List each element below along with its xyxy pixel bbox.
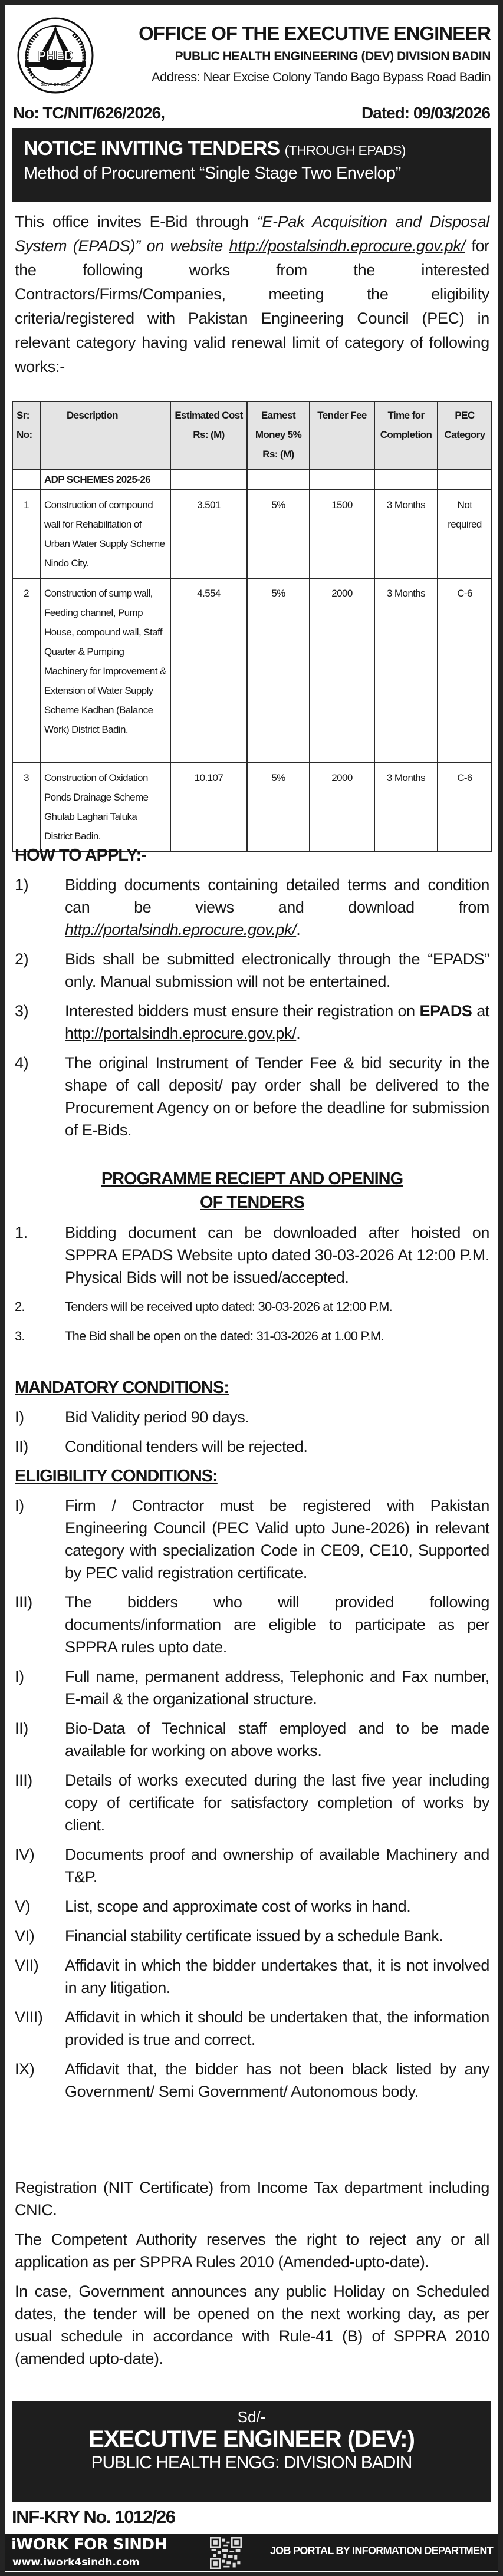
reference-number: No: TC/NIT/626/2026, [13, 104, 165, 122]
cell-time: 3 Months [374, 763, 438, 851]
list-item [15, 1296, 489, 1318]
eligibility-section [15, 1465, 489, 2103]
list-item [15, 874, 489, 941]
portal-link[interactable]: http://portalsindh.eprocure.gov.pk/ [65, 921, 297, 938]
list-item [15, 1954, 489, 1999]
item-text: Affidavit in which it should be undertaken that, the information provided is true and correct. [65, 2008, 489, 2048]
notice-date: Dated: 09/03/2026 [361, 104, 490, 122]
col-time: Time for Completion [374, 401, 438, 469]
item-number: 4) [15, 1054, 29, 1072]
job-portal-caption: JOB PORTAL BY INFORMATION DEPARTMENT [269, 2545, 493, 2557]
cell-cost: 4.554 [170, 578, 247, 763]
intro-epads-text: “E-Pak Acquisition and Disposal System (EPADS)” on website [15, 213, 489, 255]
inf-number: INF-KRY No. 1012/26 [12, 2506, 175, 2527]
table-row [12, 490, 492, 578]
item-text-mid: at [472, 1002, 489, 1020]
list-item [15, 2058, 489, 2103]
programme-heading [15, 1167, 489, 1214]
iworkforsindh-logo: iWORK FOR SINDH [11, 2536, 167, 2554]
table-header-row [12, 401, 492, 469]
phed-logo-icon [17, 17, 94, 94]
cell-time: 3 Months [374, 490, 438, 578]
item-number: 3. [15, 1329, 25, 1343]
cell-description: Construction of Oxidation Ponds Drainage Scheme Ghulab Laghari Taluka District Badin. [40, 763, 170, 851]
notice-title [24, 137, 481, 160]
item-text [65, 874, 489, 941]
logo-text: PHED [37, 48, 74, 63]
col-tender-fee: Tender Fee [310, 401, 374, 469]
item-text: Full name, permanent address, Telephonic and Fax number, E-mail & the organizational structure. [65, 1668, 489, 1708]
item-text: Bids shall be submitted electronically through the “EPADS” only. Manual submission will not be entertained. [65, 950, 489, 990]
item-number: 1) [15, 876, 29, 894]
office-title: OFFICE OF THE EXECUTIVE ENGINEER [139, 22, 491, 44]
mandatory-section [15, 1376, 489, 1458]
list-item [15, 1769, 489, 1836]
list-item [15, 1000, 489, 1045]
item-number: I) [15, 1408, 24, 1426]
how-to-apply-heading: HOW TO APPLY:- [15, 846, 146, 865]
signature-sd: Sd/- [237, 2408, 266, 2426]
cell-cost: 3.501 [170, 490, 247, 578]
item-text-end: . [296, 921, 301, 938]
list-item [15, 1925, 489, 1947]
note-text: In case, Government announces any public Holiday on Scheduled dates, the tender will be opened on the next working day, as per usual schedule in accordance with Rule-41 (B) of SPPRA 2010 (amended upto-date). [15, 2282, 489, 2367]
signature-block [12, 2401, 491, 2502]
item-text: List, scope and approximate cost of works in hand. [65, 1898, 411, 1915]
qr-code-icon [210, 2537, 242, 2569]
item-number: I) [15, 1497, 24, 1514]
note-text: The Competent Authority reserves the right to reject any or all application as per SPPRA Rules 2010 (Amended-upto-date). [15, 2231, 489, 2271]
cell-description: Construction of sump wall, Feeding channel, Pump House, compound wall, Staff Quarter & Pumping Machinery for Improvement & Extension of Water Supply Scheme Kadhan (Balance Work) District Badin. [40, 578, 170, 763]
notice-title-suffix: (THROUGH EPADS) [284, 143, 406, 158]
logo-caption: GOVT OF SIND [40, 83, 71, 87]
item-number: I) [15, 1668, 24, 1685]
cell-pec: C-6 [438, 578, 492, 763]
works-table [12, 401, 492, 852]
item-text-part: Bidding documents containing detailed terms and condition can be views and download from [65, 876, 489, 916]
col-estimated-cost: Estimated Cost Rs: (M) [170, 401, 247, 469]
note [15, 2228, 489, 2273]
intro-text: This office invites E-Bid through [15, 213, 257, 230]
cell-fee: 2000 [310, 578, 374, 763]
cell-sr: 2 [12, 578, 40, 763]
item-text-end: . [296, 1025, 301, 1042]
signatory-designation: EXECUTIVE ENGINEER (DEV:) [88, 2426, 415, 2452]
item-text: The original Instrument of Tender Fee & bid security in the shape of call deposit/ pay order shall be delivered to the Procurement Agency on or before the deadline for submission of E-Bids. [65, 1054, 489, 1139]
item-number: 3) [15, 1002, 29, 1020]
list-item [15, 1221, 489, 1289]
list-item [15, 1591, 489, 1658]
item-number: IV) [15, 1846, 35, 1863]
item-number: III) [15, 1771, 32, 1789]
note [15, 2176, 489, 2221]
notice-title-text: NOTICE INVITING TENDERS [24, 137, 280, 160]
list-item [15, 2006, 489, 2051]
list-item [15, 1435, 489, 1458]
programme-heading-line1: PROGRAMME RECIEPT AND OPENING [101, 1170, 403, 1188]
cell-pec: Not required [438, 490, 492, 578]
cell-sr: 3 [12, 763, 40, 851]
table-row [12, 578, 492, 763]
cell-earnest: 5% [247, 490, 310, 578]
cell-time: 3 Months [374, 578, 438, 763]
cell-earnest: 5% [247, 578, 310, 763]
office-address: Address: Near Excise Colony Tando Bago Bypass Road Badin [151, 70, 491, 84]
col-earnest-money: Earnest Money 5% Rs: (M) [247, 401, 310, 469]
eligibility-heading: ELIGIBILITY CONDITIONS: [15, 1467, 218, 1485]
list-item [15, 1895, 489, 1918]
item-text: Bid Validity period 90 days. [65, 1408, 249, 1426]
table-row [12, 763, 492, 851]
programme-section [15, 1167, 489, 1348]
item-text: The bidders who will provided following documents/information are eligible to participate as per SPPRA rules upto date. [65, 1593, 489, 1656]
item-text: Firm / Contractor must be registered with Pakistan Engineering Council (PEC Valid upto June-2026) in relevant category with specialization Code in CE09, CE10, Supported by PEC valid registration certificate. [65, 1497, 489, 1582]
how-to-apply-section [15, 844, 489, 1141]
item-number: 1. [15, 1224, 28, 1241]
item-text: Bidding document can be downloaded after hoisted on SPPRA EPADS Website upto dated 30-03-2026 At 12:00 P.M. Physical Bids will not be issued/accepted. [65, 1224, 489, 1286]
group-label: ADP SCHEMES 2025-26 [40, 469, 170, 490]
item-text: Documents proof and ownership of available Machinery and T&P. [65, 1846, 489, 1886]
division-name: PUBLIC HEALTH ENGINEERING (DEV) DIVISION BADIN [175, 50, 491, 63]
notes-section [15, 2169, 489, 2370]
programme-heading-line2: OF TENDERS [200, 1193, 304, 1212]
item-number: VI) [15, 1927, 35, 1945]
item-text: Financial stability certificate issued by a schedule Bank. [65, 1927, 443, 1945]
item-text: Affidavit that, the bidder has not been black listed by any Government/ Semi Government/ Autonomous body. [65, 2060, 489, 2100]
cell-fee: 2000 [310, 763, 374, 851]
list-item [15, 948, 489, 993]
item-number: II) [15, 1438, 28, 1455]
notice-banner [12, 128, 491, 202]
epads-website-link[interactable]: http://postalsindh.eprocure.gov.pk/ [229, 237, 465, 255]
col-description: Description [40, 401, 170, 469]
cell-cost: 10.107 [170, 763, 247, 851]
item-text [65, 1000, 489, 1045]
item-text: The Bid shall be open on the dated: 31-03-2026 at 1.00 P.M. [65, 1329, 384, 1343]
col-pec-category: PEC Category [438, 401, 492, 469]
table-group-row [12, 469, 492, 490]
list-item [15, 1406, 489, 1428]
signatory-office: PUBLIC HEALTH ENGG: DIVISION BADIN [91, 2453, 412, 2472]
list-item [15, 1052, 489, 1141]
list-item [15, 1325, 489, 1348]
list-item [15, 1494, 489, 1584]
cell-pec: C-6 [438, 763, 492, 851]
item-text-part: Interested bidders must ensure their registration on [65, 1002, 420, 1020]
cell-earnest: 5% [247, 763, 310, 851]
cell-fee: 1500 [310, 490, 374, 578]
item-number: II) [15, 1719, 28, 1737]
intro-text-2: for the following works from the interested Contractors/Firms/Companies, meeting the eligibility criteria/registered with Pakistan Engineering Council (PEC) in relevant category having valid renewal limit of category of following works:- [15, 237, 489, 375]
intro-paragraph [15, 210, 489, 379]
item-number: V) [15, 1898, 31, 1915]
note [15, 2280, 489, 2370]
item-number: III) [15, 1593, 32, 1611]
item-number: VIII) [15, 2008, 43, 2026]
epads-bold: EPADS [419, 1002, 472, 1020]
procurement-method: Method of Procurement “Single Stage Two Envelop” [24, 164, 401, 183]
item-text: Bio-Data of Technical staff employed and to be made available for working on above works. [65, 1719, 489, 1760]
item-text: Details of works executed during the last five year including copy of certificate for satisfactory completion of works by client. [65, 1771, 489, 1834]
item-number: IX) [15, 2060, 35, 2078]
list-item [15, 1717, 489, 1762]
note-text: Registration (NIT Certificate) from Income Tax department including CNIC. [15, 2179, 489, 2219]
mandatory-heading: MANDATORY CONDITIONS: [15, 1378, 229, 1397]
item-number: 2) [15, 950, 29, 968]
list-item [15, 1665, 489, 1710]
iwork4sindh-link[interactable]: www.iwork4sindh.com [12, 2557, 140, 2568]
list-item [15, 1843, 489, 1888]
cell-sr: 1 [12, 490, 40, 578]
portal-link[interactable]: http://portalsindh.eprocure.gov.pk/ [65, 1025, 297, 1042]
item-text: Tenders will be received upto dated: 30-03-2026 at 12:00 P.M. [65, 1299, 392, 1314]
footer-banner [5, 2534, 498, 2571]
item-number: VII) [15, 1956, 39, 1974]
item-number: 2. [15, 1299, 25, 1314]
item-text: Conditional tenders will be rejected. [65, 1438, 308, 1455]
col-sr: Sr: No: [12, 401, 40, 469]
item-text: Affidavit in which the bidder undertakes that, it is not involved in any litigation. [65, 1956, 489, 1997]
cell-description: Construction of compound wall for Rehabilitation of Urban Water Supply Scheme Nindo City. [40, 490, 170, 578]
